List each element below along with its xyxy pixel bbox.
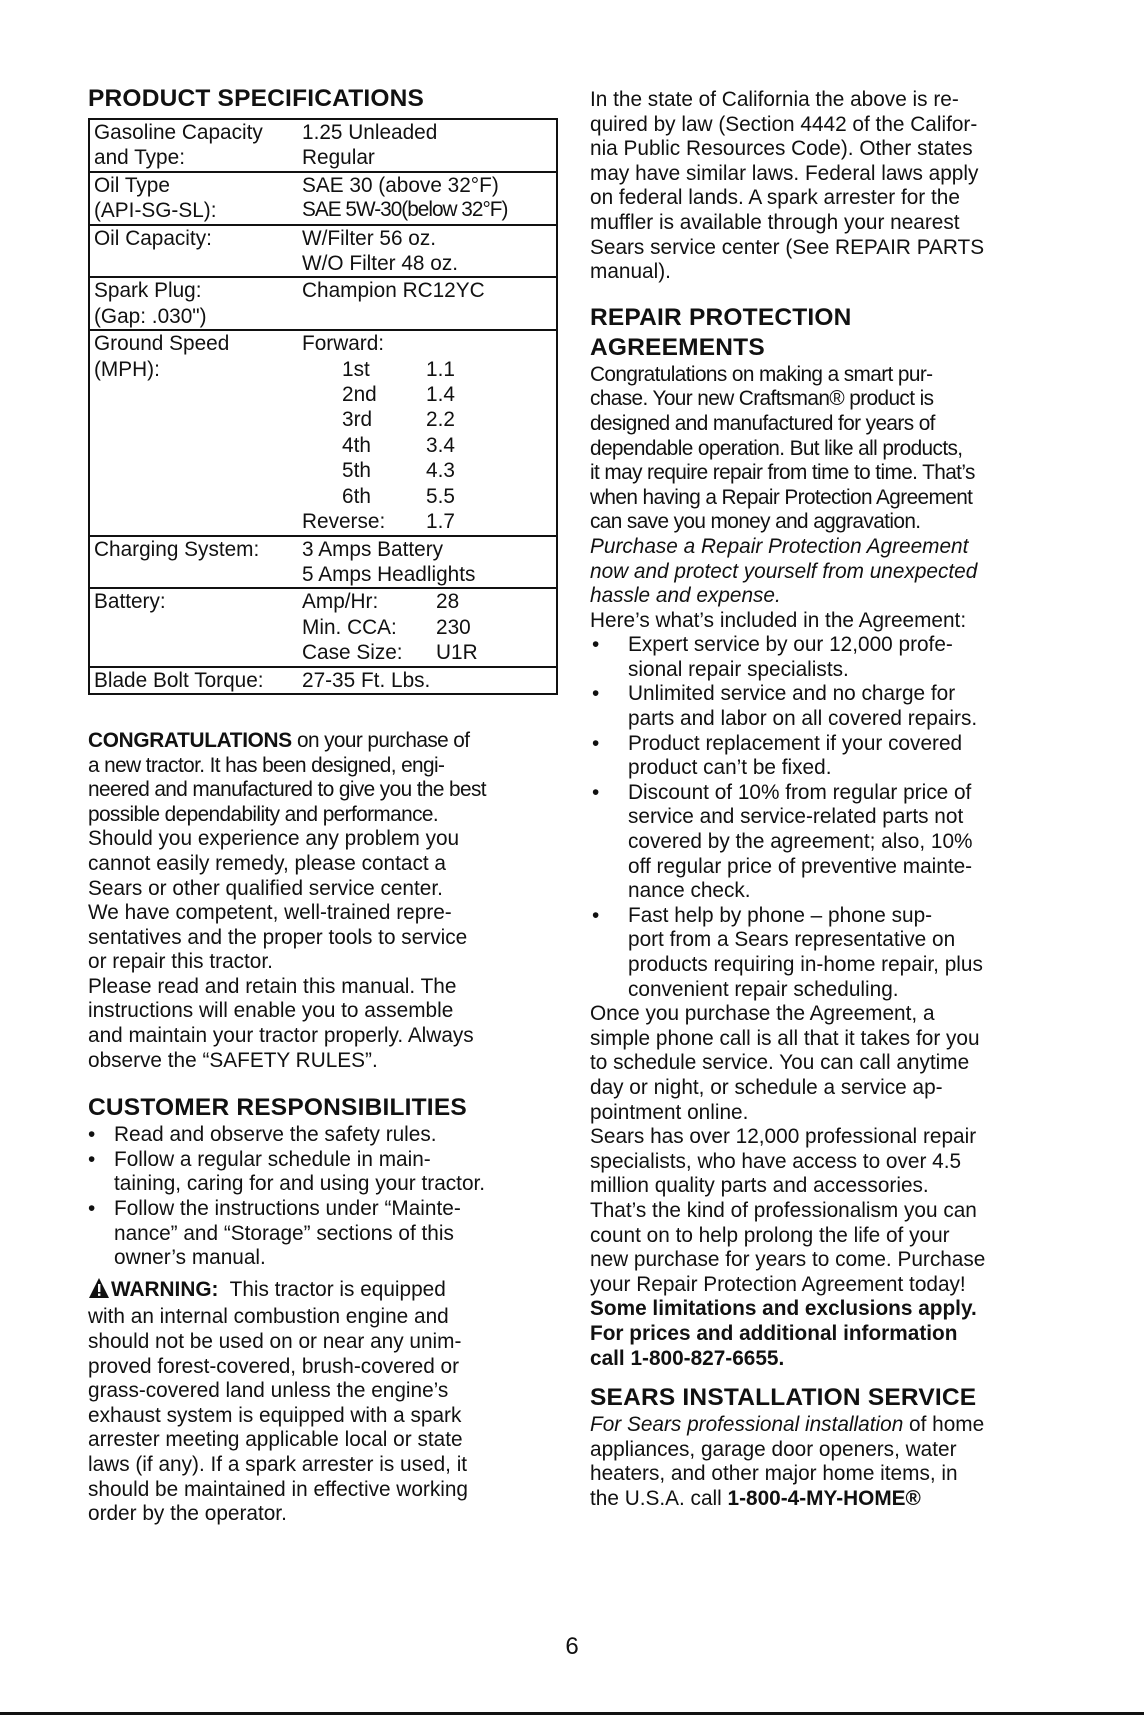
- spec-table: [88, 118, 558, 695]
- text-line: Sears or other qualified service center.: [88, 876, 443, 900]
- text-line: may have similar laws. Federal laws apply: [590, 161, 979, 185]
- text-line: new purchase for years to come. Purchase: [590, 1248, 986, 1272]
- spec-value: Regular: [302, 146, 375, 170]
- text-line: and maintain your tractor properly. Always: [88, 1024, 474, 1048]
- text-line: grass-covered land unless the engine’s: [88, 1379, 449, 1403]
- battery-value: U1R: [436, 641, 478, 665]
- repair-once-paragraph: [590, 1002, 1070, 1371]
- customer-responsibilities-title: CUSTOMER RESPONSIBILITIES: [88, 1094, 467, 1122]
- text-line: For prices and additional information: [590, 1321, 958, 1345]
- text-line: possible dependability and performance.: [88, 802, 439, 826]
- spec-row-battery: [90, 587, 556, 665]
- text-line: your Repair Protection Agreement today!: [590, 1272, 966, 1296]
- repair-intro: [590, 363, 1070, 634]
- gear-row: [302, 407, 556, 432]
- text-line: cannot easily remedy, please contact a: [88, 851, 446, 875]
- text-line: Once you purchase the Agreement, a: [590, 1002, 935, 1026]
- text-line: Should you experience any problem you: [88, 827, 460, 851]
- text-line: when having a Repair Protection Agreement: [590, 485, 973, 509]
- battery-key: Case Size:: [302, 641, 403, 665]
- spec-label: Gasoline Capacity: [94, 121, 263, 144]
- text-line: observe the “SAFETY RULES”.: [88, 1048, 378, 1072]
- spec-label: Battery:: [94, 590, 166, 614]
- text-line: quired by law (Section 4442 of the Califor-: [590, 112, 978, 136]
- gear-name: 1st: [342, 357, 370, 381]
- phone-number: 1-800-4-MY-HOME®: [727, 1486, 921, 1510]
- gear-speed: 2.2: [426, 408, 455, 432]
- text-line: million quality parts and accessories.: [590, 1174, 929, 1198]
- spec-row-ground-speed: [90, 329, 556, 534]
- text-line: should not be used on or near any unim-: [88, 1330, 462, 1353]
- text-line: Sears has over 12,000 professional repair: [590, 1125, 977, 1149]
- text-line: sentatives and the proper tools to service: [88, 925, 468, 949]
- spec-row-spark-plug: [90, 276, 556, 329]
- spec-label: Spark Plug:: [94, 279, 202, 303]
- gear-row: [302, 458, 556, 483]
- gear-speed: 1.1: [426, 357, 455, 381]
- spec-value: 5 Amps Headlights: [302, 562, 476, 586]
- text-line: Here’s what’s included in the Agreement:: [590, 608, 967, 632]
- congratulations-paragraph: [88, 729, 558, 1073]
- spec-value: SAE 30 (above 32°F): [302, 173, 499, 197]
- gear-speed: 5.5: [426, 484, 455, 508]
- text-line: exhaust system is equipped with a spark: [88, 1403, 462, 1427]
- spec-title: PRODUCT SPECIFICATIONS: [88, 85, 425, 112]
- gear-row-reverse: [302, 509, 556, 534]
- text-line: the U.S.A. call: [590, 1486, 728, 1510]
- text-line: on your purchase of: [291, 728, 470, 752]
- text-line: This tractor is equipped: [218, 1277, 446, 1301]
- gear-name: Reverse:: [302, 510, 386, 534]
- spec-value: W/Filter 56 oz.: [302, 226, 437, 250]
- warning-paragraph: [88, 1277, 558, 1527]
- text-line: of home: [903, 1413, 985, 1437]
- installation-paragraph: [590, 1413, 1070, 1511]
- battery-key: Amp/Hr:: [302, 590, 379, 614]
- gear-name: 3rd: [342, 408, 373, 432]
- spec-label: (MPH):: [94, 357, 160, 381]
- warning-label: WARNING:: [111, 1277, 219, 1301]
- text-line: simple phone call is all that it takes for you: [590, 1026, 980, 1050]
- spec-value: 27-35 Ft. Lbs.: [302, 668, 431, 692]
- phone-number: call 1-800-827-6655.: [590, 1346, 785, 1370]
- gear-row: [302, 484, 556, 509]
- list-item: • Follow a regular schedule in main- taining, caring for and using your tractor.: [88, 1148, 558, 1197]
- text-line: proved forest-covered, brush-covered or: [88, 1354, 460, 1378]
- text-line: manual).: [590, 260, 671, 284]
- text-line: Purchase a Repair Protection Agreement: [590, 534, 969, 558]
- text-line: count on to help prolong the life of your: [590, 1223, 950, 1247]
- gear-row: [302, 357, 556, 382]
- warning-triangle-icon: [88, 1277, 110, 1306]
- text-line: should be maintained in effective working: [88, 1477, 468, 1501]
- text-line: specialists, who have access to over 4.5: [590, 1149, 962, 1173]
- text-line: Sears service center (See REPAIR PARTS: [590, 235, 985, 259]
- list-item: • Follow the instructions under “Mainte- nance” and “Storage” sections of this owner’s manual.: [88, 1197, 558, 1271]
- text-line: laws (if any). If a spark arrester is used, it: [88, 1452, 468, 1476]
- repair-protection-title: REPAIR PROTECTION AGREEMENTS: [590, 303, 852, 361]
- list-item: • Fast help by phone – phone sup- port from a Sears representative on products requiring in-home repair, plus convenient repair scheduling.: [590, 904, 1070, 1002]
- spec-row-oil-type: [90, 171, 556, 224]
- spec-value: Champion RC12YC: [302, 279, 485, 303]
- right-column: [590, 88, 1070, 1511]
- text-line: can save you money and aggravation.: [590, 510, 921, 534]
- text-line: to schedule service. You can call anytime: [590, 1051, 970, 1075]
- list-item: • Discount of 10% from regular price of service and service-related parts not covered by the agreement; also, 10% off regular price of preventive mainte- nance check.: [590, 781, 1070, 904]
- spec-row-torque: [90, 666, 556, 693]
- spec-row-oil-capacity: [90, 224, 556, 277]
- installation-title: SEARS INSTALLATION SERVICE: [590, 1384, 977, 1412]
- text-line: or repair this tractor.: [88, 950, 273, 974]
- text-line: In the state of California the above is re-: [590, 88, 959, 111]
- left-column: [88, 84, 558, 1527]
- list-item: • Product replacement if your covered product can’t be fixed.: [590, 732, 1070, 781]
- list-item: • Expert service by our 12,000 profe- sional repair specialists.: [590, 633, 1070, 682]
- battery-value: 28: [436, 590, 460, 614]
- text-line: designed and manufactured for years of: [590, 411, 935, 435]
- text-line: chase. Your new Craftsman® product is: [590, 387, 934, 411]
- spec-row-gasoline: [90, 120, 556, 171]
- text-line: day or night, or schedule a service ap-: [590, 1075, 943, 1099]
- gear-speed: 4.3: [426, 459, 455, 483]
- text-line: it may require repair from time to time. That’s: [590, 461, 975, 485]
- text-line: arrester meeting applicable local or state: [88, 1428, 463, 1452]
- text-line: dependable operation. But like all products,: [590, 436, 963, 460]
- battery-key: Min. CCA:: [302, 615, 397, 639]
- gear-speed: 1.4: [426, 383, 455, 407]
- congratulations-lead: CONGRATULATIONS: [88, 728, 292, 752]
- text-line: Some limitations and exclusions apply.: [590, 1297, 977, 1321]
- gear-speed: 1.7: [426, 510, 455, 534]
- text-line: neered and manufactured to give you the best: [88, 778, 486, 802]
- gear-name: 2nd: [342, 383, 377, 407]
- text-line: with an internal combustion engine and: [88, 1305, 449, 1329]
- spec-label: (Gap: .030"): [94, 304, 207, 328]
- gear-row: [302, 433, 556, 458]
- agreement-list: [590, 633, 1070, 1002]
- list-item: • Unlimited service and no charge for parts and labor on all covered repairs.: [590, 682, 1070, 731]
- text-line: instructions will enable you to assemble: [88, 999, 454, 1023]
- text-line: That’s the kind of professionalism you can: [590, 1198, 977, 1222]
- forward-label: Forward:: [302, 332, 385, 356]
- spec-label: (API-SG-SL):: [94, 199, 217, 223]
- battery-value: 230: [436, 615, 471, 639]
- california-paragraph: [590, 88, 1070, 285]
- text-line: appliances, garage door openers, water: [590, 1437, 957, 1461]
- gear-name: 4th: [342, 433, 371, 457]
- spec-label: Charging System:: [94, 537, 260, 561]
- text-line: now and protect yourself from unexpected: [590, 559, 978, 583]
- text-line: We have competent, well-trained repre-: [88, 901, 452, 925]
- spec-row-charging: [90, 535, 556, 588]
- text-line: hassle and expense.: [590, 584, 781, 608]
- gear-name: 6th: [342, 484, 371, 508]
- spec-label: and Type:: [94, 146, 185, 170]
- text-line: For Sears professional installation: [590, 1413, 904, 1437]
- text-line: order by the operator.: [88, 1502, 287, 1526]
- text-line: pointment online.: [590, 1100, 749, 1124]
- spec-label: Ground Speed: [94, 332, 230, 356]
- customer-list: [88, 1123, 558, 1271]
- spec-value: W/O Filter 48 oz.: [302, 252, 459, 276]
- page-number: 6: [565, 1633, 579, 1660]
- text-line: Congratulations on making a smart pur-: [590, 362, 933, 386]
- bottom-rule: [0, 1712, 1144, 1715]
- text-line: muffler is available through your nearest: [590, 210, 960, 234]
- gear-row: [302, 382, 556, 407]
- spec-value: 3 Amps Battery: [302, 537, 444, 561]
- text-line: Please read and retain this manual. The: [88, 974, 457, 998]
- gear-name: 5th: [342, 459, 371, 483]
- spec-label: Oil Capacity:: [94, 226, 212, 250]
- text-line: a new tractor. It has been designed, engi-: [88, 753, 445, 777]
- spec-label: Oil Type: [94, 173, 170, 197]
- text-line: nia Public Resources Code). Other states: [590, 137, 973, 161]
- list-item: • Read and observe the safety rules.: [88, 1123, 558, 1148]
- spec-label: Blade Bolt Torque:: [94, 668, 264, 692]
- spec-value: 1.25 Unleaded: [302, 121, 438, 144]
- text-line: heaters, and other major home items, in: [590, 1462, 958, 1486]
- gear-speed: 3.4: [426, 433, 455, 457]
- text-line: on federal lands. A spark arrester for the: [590, 186, 960, 210]
- spec-value: SAE 5W-30(below 32°F): [302, 198, 508, 222]
